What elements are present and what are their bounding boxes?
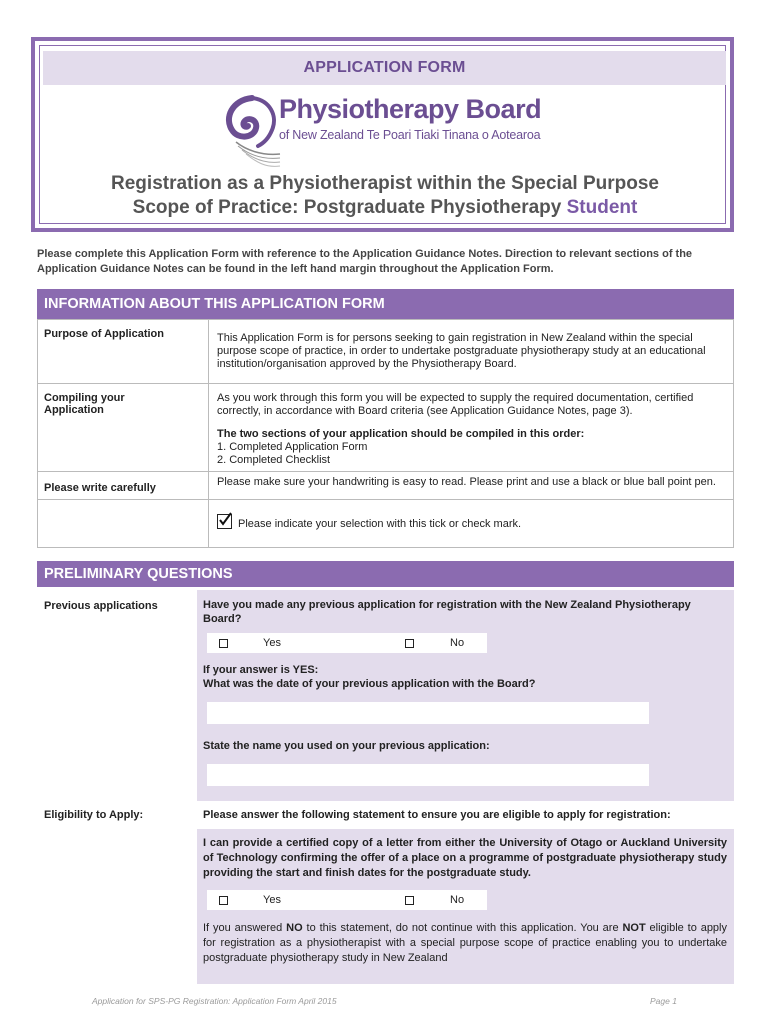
footer-page-number: Page 1 bbox=[650, 996, 677, 1006]
compiling-label-cell bbox=[38, 384, 209, 472]
write-label: Please write carefully bbox=[44, 482, 156, 494]
order-item-1: 1. Completed Application Form bbox=[217, 441, 368, 453]
info-row-tick bbox=[38, 500, 734, 548]
title-line-2-accent: Student bbox=[566, 197, 638, 218]
title-line-1: Registration as a Physiotherapist within the Special Purpose bbox=[111, 173, 659, 194]
compiling-label-2: Application bbox=[44, 404, 104, 416]
check-mark-icon bbox=[217, 514, 232, 529]
purpose-label-cell bbox=[38, 320, 209, 384]
order-heading: The two sections of your application should be compiled in this order: bbox=[217, 428, 585, 440]
info-row-compiling bbox=[38, 384, 734, 472]
no-note-part-2: to this statement, do not continue with this application. You are bbox=[302, 922, 623, 934]
previous-name-question: State the name you used on your previous application: bbox=[203, 740, 490, 752]
info-row-purpose bbox=[38, 320, 734, 384]
no-note-part-1: If you answered bbox=[203, 922, 287, 934]
compiling-text-cell bbox=[209, 384, 734, 472]
tick-text-cell bbox=[209, 500, 734, 548]
write-label-cell bbox=[38, 472, 209, 500]
logo-subtitle: of New Zealand Te Poari Tiaki Tinana o Aotearoa bbox=[279, 128, 541, 142]
logo-title: Physiotherapy Board bbox=[279, 94, 542, 124]
previous-name-field[interactable] bbox=[207, 764, 649, 786]
purpose-text-cell bbox=[209, 320, 734, 384]
eligibility-question: Please answer the following statement to ensure you are eligible to apply for registration: bbox=[203, 809, 671, 821]
compiling-text: As you work through this form you will be expected to supply the required documentation, certified correctly, in accordance with Board criteria (see Application Guidance Notes, page 3). bbox=[217, 392, 694, 417]
eligibility-label: Eligibility to Apply: bbox=[44, 809, 144, 821]
no-note-not: NOT bbox=[622, 922, 646, 934]
previous-yes-checkbox[interactable] bbox=[219, 639, 228, 648]
purpose-text: This Application Form is for persons seeking to gain registration in New Zealand within the special purpose scope of practice, in order to undertake postgraduate physiotherapy study at an educational institution/organisation approved by the Physiotherapy Board. bbox=[217, 332, 706, 370]
previous-yes-label: Yes bbox=[263, 637, 281, 649]
previous-application-question: Have you made any previous application for registration with the New Zealand Physiotherapy Board? bbox=[203, 599, 691, 625]
if-yes-block bbox=[203, 664, 728, 691]
previous-no-checkbox[interactable] bbox=[405, 639, 414, 648]
info-section-heading: INFORMATION ABOUT THIS APPLICATION FORM bbox=[37, 289, 734, 319]
info-table bbox=[37, 319, 734, 548]
if-yes-line-1: If your answer is YES: bbox=[203, 664, 319, 676]
form-title bbox=[60, 172, 710, 220]
prelim-section-heading: PRELIMINARY QUESTIONS bbox=[37, 561, 734, 587]
eligibility-no-checkbox[interactable] bbox=[405, 896, 414, 905]
previous-no-label: No bbox=[450, 637, 465, 649]
write-text-cell bbox=[209, 472, 734, 500]
no-note-no: NO bbox=[286, 922, 303, 934]
write-text: Please make sure your handwriting is easy to read. Please print and use a black or blue ball point pen. bbox=[217, 476, 716, 488]
info-row-write bbox=[38, 472, 734, 500]
eligibility-yes-no-group bbox=[207, 890, 487, 910]
no-note-part-3: eligible to apply for registration as a physiotherapist with a special purpose scope of practice enabling you to undertake postgraduate physiotherapy study in New Zealand bbox=[203, 922, 727, 964]
if-yes-line-2: What was the date of your previous application with the Board? bbox=[203, 677, 536, 690]
fern-koru-icon bbox=[222, 94, 282, 170]
title-line-2-main: Scope of Practice: Postgraduate Physiotherapy bbox=[132, 197, 567, 218]
previous-application-date-field[interactable] bbox=[207, 702, 649, 724]
eligibility-yes-checkbox[interactable] bbox=[219, 896, 228, 905]
application-form-banner: APPLICATION FORM bbox=[43, 51, 726, 85]
tick-text: Please indicate your selection with this tick or check mark. bbox=[238, 518, 522, 530]
eligibility-statement: I can provide a certified copy of a letter from either the University of Otago or Auckland University of Technology confirming the offer of a place on a programme of postgraduate physiotherapy study providing the start and finish dates for the postgraduate study. bbox=[203, 837, 727, 879]
board-logo bbox=[222, 94, 552, 170]
eligibility-no-note bbox=[203, 921, 727, 966]
purpose-label: Purpose of Application bbox=[44, 328, 164, 340]
eligibility-no-label: No bbox=[450, 894, 465, 906]
intro-text: Please complete this Application Form with reference to the Application Guidance Notes. Direction to relevant sections of the Application Guidance Notes can be found in the left hand margin throughout the Application Form. bbox=[37, 248, 693, 275]
previous-yes-no-group bbox=[207, 633, 487, 653]
compiling-label-1: Compiling your bbox=[44, 392, 125, 404]
title-line-2 bbox=[60, 196, 710, 220]
order-item-2: 2. Completed Checklist bbox=[217, 454, 331, 466]
previous-applications-label: Previous applications bbox=[44, 600, 158, 612]
footer-document-title: Application for SPS-PG Registration: Application Form April 2015 bbox=[92, 996, 337, 1006]
eligibility-yes-label: Yes bbox=[263, 894, 281, 906]
tick-empty-cell bbox=[38, 500, 209, 548]
